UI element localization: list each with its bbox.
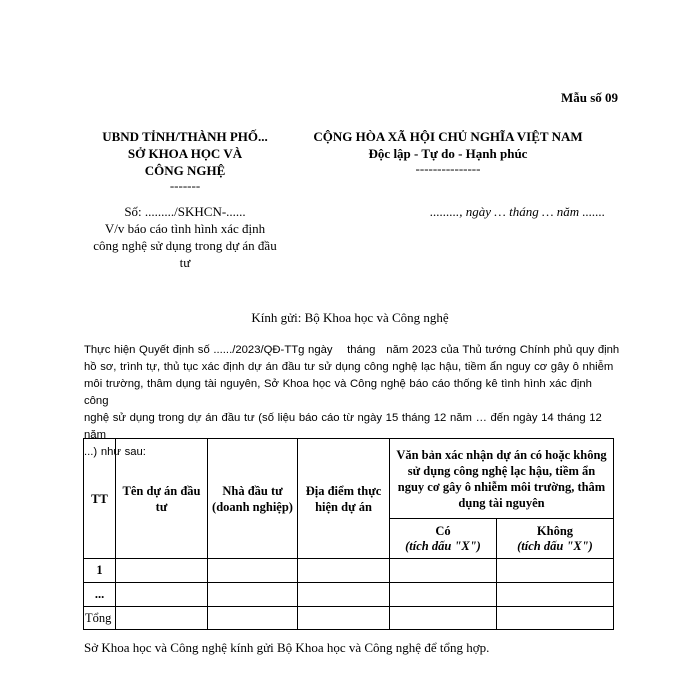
- header-yes-label: Có: [435, 523, 451, 538]
- row-investor: [208, 607, 298, 630]
- header-no-note: (tích dấu "X"): [517, 538, 593, 553]
- row-no: [497, 607, 614, 630]
- report-table: [83, 438, 614, 630]
- header-project-name: Tên dự án đầu tư: [116, 439, 208, 559]
- closing-sentence: Sở Khoa học và Công nghệ kính gửi Bộ Khoa học và Công nghệ để tổng hợp.: [84, 640, 490, 655]
- motto-separator: ---------------: [415, 161, 481, 176]
- header-yes-note: (tích dấu "X"): [405, 538, 481, 553]
- intro-line-4: nghệ sử dụng trong dự án đầu tư (số liệu báo cáo từ ngày 15 tháng 12 năm … đến ngày 14 tháng 12 năm: [84, 412, 602, 441]
- national-motto: Độc lập - Tự do - Hạnh phúc: [368, 146, 528, 161]
- table-header-row: [84, 439, 614, 519]
- row-tt: ...: [84, 583, 116, 607]
- header-tt: TT: [84, 439, 116, 559]
- row-investor: [208, 559, 298, 583]
- row-project-name: [116, 559, 208, 583]
- row-location: [298, 607, 390, 630]
- row-project-name: [116, 607, 208, 630]
- intro-line-5: ...) như sau:: [84, 446, 146, 458]
- row-total-label: Tổng: [84, 607, 116, 630]
- issuing-agency-header: [70, 128, 300, 193]
- row-no: [497, 583, 614, 607]
- recipient: Kính gửi: Bộ Khoa học và Công nghệ: [251, 310, 449, 325]
- row-project-name: [116, 583, 208, 607]
- agency-line-3: CÔNG NGHỆ: [144, 163, 226, 178]
- intro-line-3: môi trường, thâm dụng tài nguyên, Sở Khoa học và Công nghệ báo cáo thống kê tình hình xác định công: [84, 378, 592, 407]
- row-yes: [390, 607, 497, 630]
- header-no-label: Không: [536, 523, 574, 538]
- subject-line-2: công nghệ sử dụng trong dự án đầu: [93, 238, 277, 253]
- row-investor: [208, 583, 298, 607]
- row-location: [298, 559, 390, 583]
- intro-line-1: Thực hiện Quyết định số ....../2023/QĐ-TTg ngày tháng năm 2023 của Thủ tướng Chính phủ quy định: [84, 344, 620, 356]
- header-investor: Nhà đầu tư (doanh nghiệp): [208, 439, 298, 559]
- row-yes: [390, 583, 497, 607]
- form-number: Mẫu số 09: [560, 90, 618, 105]
- row-location: [298, 583, 390, 607]
- national-title: CỘNG HÒA XÃ HỘI CHỦ NGHĨA VIỆT NAM: [313, 129, 583, 144]
- agency-line-2: SỞ KHOA HỌC VÀ: [127, 146, 243, 161]
- document-reference: [70, 203, 300, 271]
- subject-line-3: tư: [179, 255, 191, 270]
- row-yes: [390, 559, 497, 583]
- table-total-row: [84, 607, 614, 630]
- table-row: [84, 559, 614, 583]
- header-confirmation: Văn bản xác nhận dự án có hoặc không sử dụng công nghệ lạc hậu, tiềm ẩn nguy cơ gây ô nhiễm môi trường, thâm dụng tài nguyên: [390, 439, 614, 519]
- agency-line-1: UBND TỈNH/THÀNH PHỐ...: [102, 129, 268, 144]
- header-location: Địa điểm thực hiện dự án: [298, 439, 390, 559]
- row-no: [497, 559, 614, 583]
- national-motto-header: [298, 128, 598, 176]
- header-yes: [390, 519, 497, 559]
- intro-line-2: hồ sơ, trình tự, thủ tục xác định dự án đầu tư sử dụng công nghệ lạc hậu, tiềm ẩn nguy cơ gây ô nhiễm: [84, 361, 614, 373]
- table-row: [84, 583, 614, 607]
- date-line: ........., ngày … tháng … năm .......: [430, 204, 606, 219]
- document-number: Số: ........./SKHCN-......: [124, 204, 246, 219]
- header-no: [497, 519, 614, 559]
- agency-separator: -------: [169, 178, 201, 193]
- subject-line-1: V/v báo cáo tình hình xác định: [104, 221, 266, 236]
- row-tt: 1: [84, 559, 116, 583]
